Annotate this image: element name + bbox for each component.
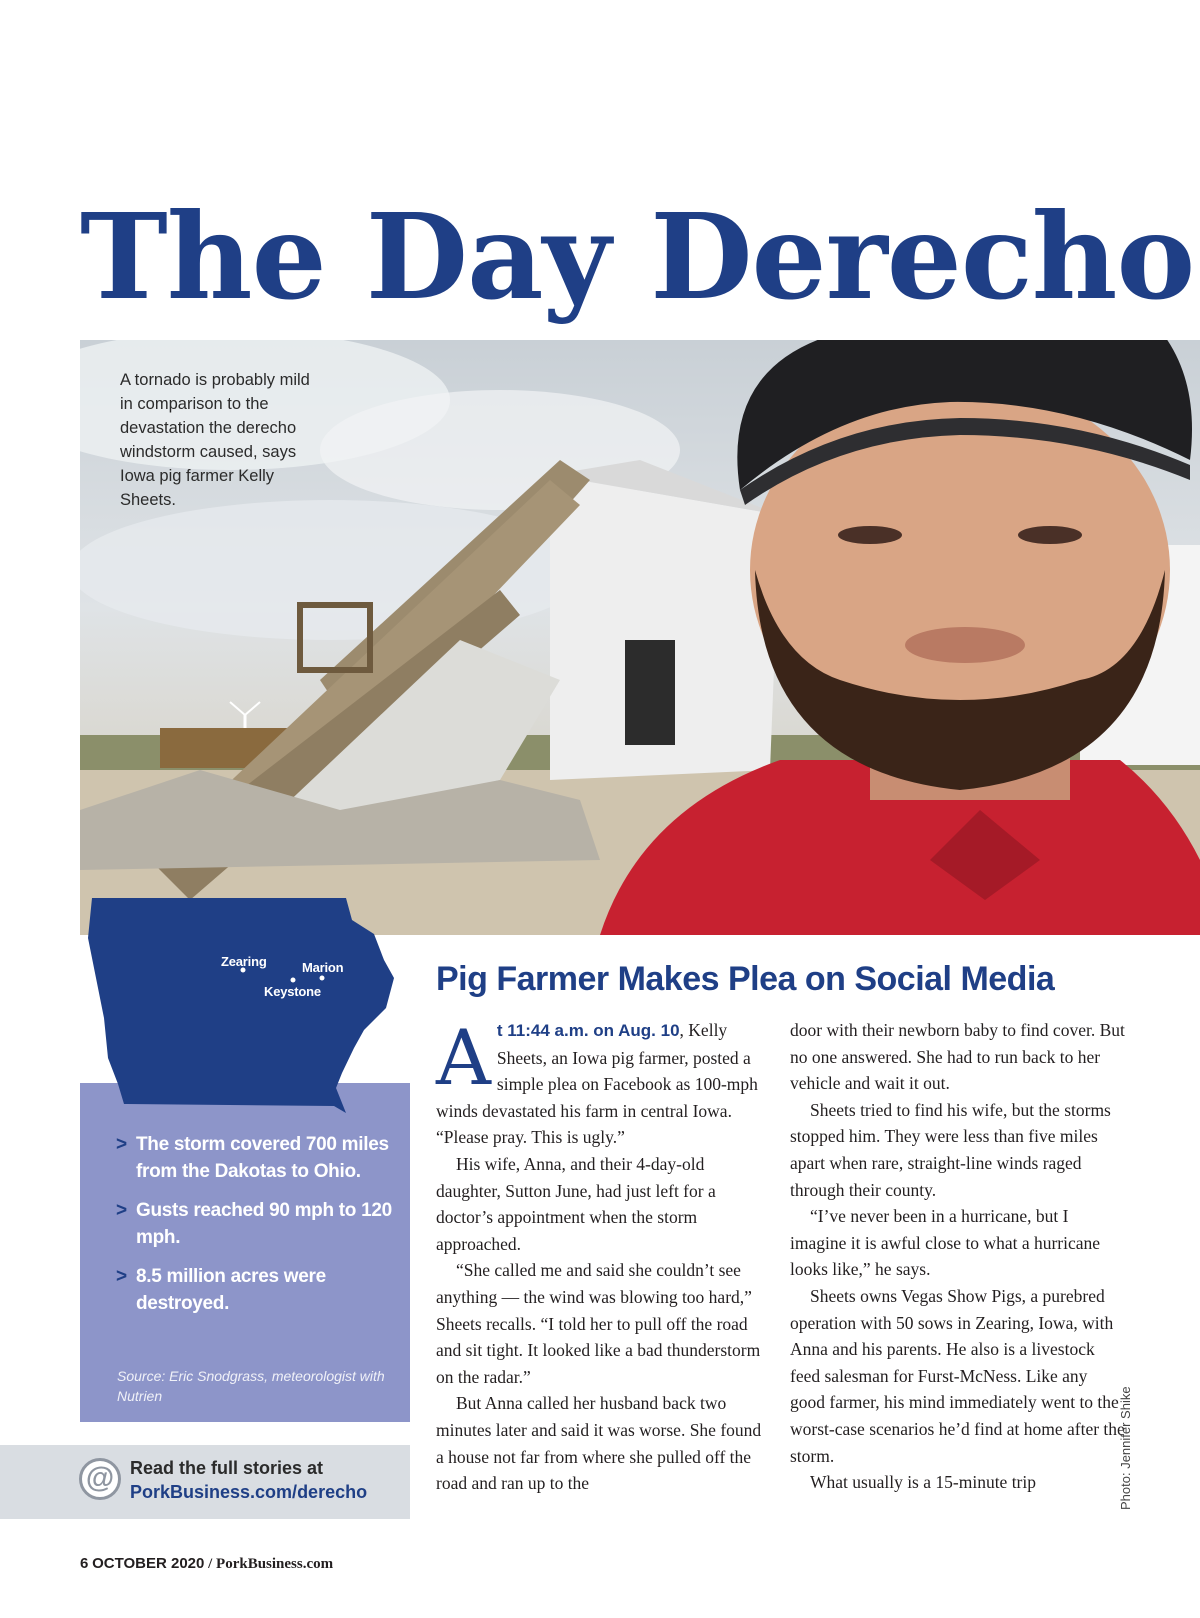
keystone-dot — [291, 978, 296, 983]
article-paragraph: Sheets tried to find his wife, but the storms stopped him. They were less than five miles apart when rare, straight-line winds raged through their county. — [790, 1099, 1111, 1200]
drop-cap: A — [436, 1013, 491, 1102]
fact-text: The storm covered 700 miles from the Dakotas to Ohio. — [136, 1134, 389, 1182]
read-more-link[interactable]: PorkBusiness.com/derecho — [130, 1482, 368, 1502]
marion-dot — [320, 976, 325, 981]
fact-text: Gusts reached 90 mph to 120 mph. — [136, 1200, 392, 1248]
fact-list — [116, 1131, 406, 1329]
article-lead: t 11:44 a.m. on Aug. 10 — [496, 1021, 680, 1040]
article-subhead: Pig Farmer Makes Plea on Social Media — [436, 960, 1055, 998]
article-title: The Day Derecho — [80, 187, 1195, 326]
issue-date: OCTOBER 2020 — [92, 1555, 205, 1572]
photo-caption: A tornado is probably mild in comparison to the devastation the derecho windstorm caused, says Iowa pig farmer Kelly Sheets. — [120, 371, 310, 509]
article-column-2 — [790, 1017, 1125, 1496]
map-label-keystone: Keystone — [264, 984, 321, 999]
article-paragraph: door with their newborn baby to find cover. But no one answered. She had to run back to her vehicle and wait it out. — [790, 1020, 1125, 1094]
article-paragraph — [436, 1013, 766, 1151]
iowa-map — [84, 898, 414, 1120]
fact-box — [80, 1083, 410, 1422]
fact-text: 8.5 million acres were destroyed. — [136, 1266, 326, 1314]
article-paragraph: What usually is a 15-minute trip — [810, 1472, 1036, 1493]
article-column-1 — [436, 1013, 766, 1497]
at-sign-icon: @ — [79, 1458, 121, 1500]
article-paragraph: His wife, Anna, and their 4-day-old daughter, Sutton June, had just left for a doctor’s appointment when the storm approached. — [436, 1153, 716, 1254]
chevron-right-icon: > — [116, 1134, 127, 1155]
fact-source: Source: Eric Snodgrass, meteorologist with Nutrien — [117, 1368, 385, 1404]
article-paragraph: “She called me and said she couldn’t see anything — the wind was blowing too hard,” Sheets recalls. “I told her to pull off the road and sit tight. It looked like a bad thunderstorm on the radar.” — [436, 1260, 761, 1387]
page-footer — [80, 1555, 333, 1573]
chevron-right-icon: > — [116, 1200, 127, 1221]
fact-item — [116, 1263, 406, 1317]
article-paragraph: “I’ve never been in a hurricane, but I imagine it is awful close to what a hurricane looks like,” he says. — [790, 1206, 1101, 1280]
map-label-zearing: Zearing — [221, 954, 267, 969]
map-label-marion: Marion — [302, 960, 344, 975]
hero-photo — [80, 340, 1200, 935]
page-number: 6 — [80, 1555, 89, 1572]
fact-item — [116, 1131, 406, 1185]
article-paragraph: Sheets owns Vegas Show Pigs, a purebred operation with 50 sows in Zearing, Iowa, with Anna and his parents. He also is a livestock feed salesman for Furst-McNess. Like any good farmer, his mind immediately went to the worst-case scenarios he’d find at home after the storm. — [790, 1285, 1125, 1466]
footer-separator: / — [208, 1556, 213, 1572]
read-more-label: Read the full stories at — [130, 1458, 324, 1478]
footer-site: PorkBusiness.com — [216, 1556, 334, 1572]
article-text: , Kelly Sheets, an Iowa pig farmer, posted a simple plea on Facebook as 100-mph winds devastated his farm in central Iowa. “Please pray. This is ugly.” — [436, 1020, 758, 1148]
chevron-right-icon: > — [116, 1266, 127, 1287]
article-paragraph: But Anna called her husband back two minutes later and said it was worse. She found a house not far from where she pulled off the road and ran up to the — [436, 1393, 762, 1494]
photo-credit: Photo: Jennifer Shike — [1118, 1386, 1133, 1510]
fact-item — [116, 1197, 406, 1251]
iowa-state-shape — [84, 898, 414, 1120]
read-more-text — [130, 1456, 367, 1504]
